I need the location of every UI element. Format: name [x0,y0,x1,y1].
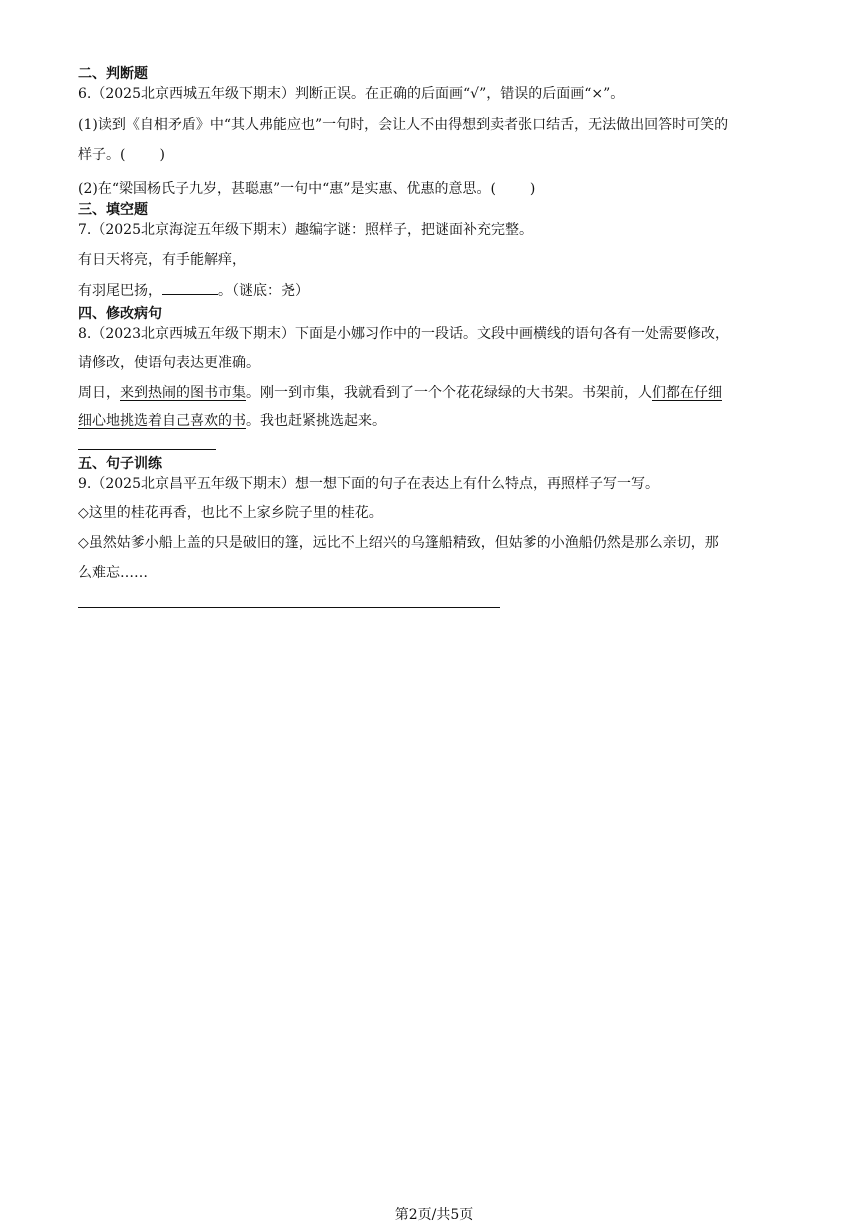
question-6-item-1-line-1: (1)读到《自相矛盾》中“其人弗能应也”一句时，会让人不由得想到卖者张口结舌，无法做出回答时可笑的 [78,117,729,133]
passage-text: 周日， [78,385,120,401]
answer-line-8[interactable] [78,448,216,450]
question-7-stem: 7.（2025北京海淀五年级下期末）趣编字谜：照样子，把谜面补充完整。 [78,222,533,238]
question-9-example-1: ◇这里的桂花再香，也比不上家乡院子里的桂花。 [78,505,383,521]
question-9-stem: 9.（2025北京昌平五年级下期末）想一想下面的句子在表达上有什么特点，再照样子写一写。 [78,476,659,492]
question-8-stem-line-1: 8.（2023北京西城五年级下期末）下面是小娜习作中的一段话。文段中画横线的语句各有一处需要修改， [78,326,729,342]
section-title-sentence-practice: 五、句子训练 [78,456,162,472]
question-6-item-1-close: ) [159,147,165,163]
question-6-item-2-text: (2)在“梁国杨氏子九岁，甚聪惠”一句中“惠”是实惠、优惠的意思。( [78,181,496,197]
section-title-judgement: 二、判断题 [78,66,148,82]
section-title-fill-blank: 三、填空题 [78,202,148,218]
question-6-stem: 6.（2025北京西城五年级下期末）判断正误。在正确的后面画“√”，错误的后面画“×”。 [78,86,625,102]
question-7-line-2 [78,274,788,308]
answer-blank-7[interactable] [162,280,218,295]
question-9-example-2-line-2: 么难忘…… [78,565,148,581]
underlined-sentence-2-part-1: 们都在仔细 [652,385,722,401]
question-8-passage-line-1 [78,378,788,408]
question-6-item-1-line-2 [78,138,788,172]
passage-text: 。我也赶紧挑选起来。 [246,413,386,429]
underlined-sentence-1: 来到热闹的图书市集 [120,385,246,401]
question-8-stem-line-2: 请修改，使语句表达更准确。 [78,355,260,371]
section-title-sentence-correction: 四、修改病句 [78,306,162,322]
document-page [78,64,788,608]
underlined-sentence-2-part-2: 细心地挑选着自己喜欢的书 [78,413,246,429]
question-7-line-2-text: 有羽尾巴扬， [78,283,162,299]
question-6-item-1-text: 样子。( [78,147,126,163]
answer-line-9[interactable] [78,606,500,608]
question-6-item-2-close: ) [529,181,536,197]
question-8-passage-line-2 [78,408,788,434]
page-number: 第2页/共5页 [394,1207,474,1223]
question-9-example-2-line-1: ◇虽然姑爹小船上盖的只是破旧的篷，远比不上绍兴的乌篷船精致，但姑爹的小渔船仍然是那么亲切，那 [78,535,719,551]
question-7-hint: 。（谜底：尧） [218,283,309,299]
question-7-line-1: 有日天将亮，有手能解痒， [78,252,246,268]
passage-text: 。刚一到市集，我就看到了一个个花花绿绿的大书架。书架前，人 [246,385,652,401]
